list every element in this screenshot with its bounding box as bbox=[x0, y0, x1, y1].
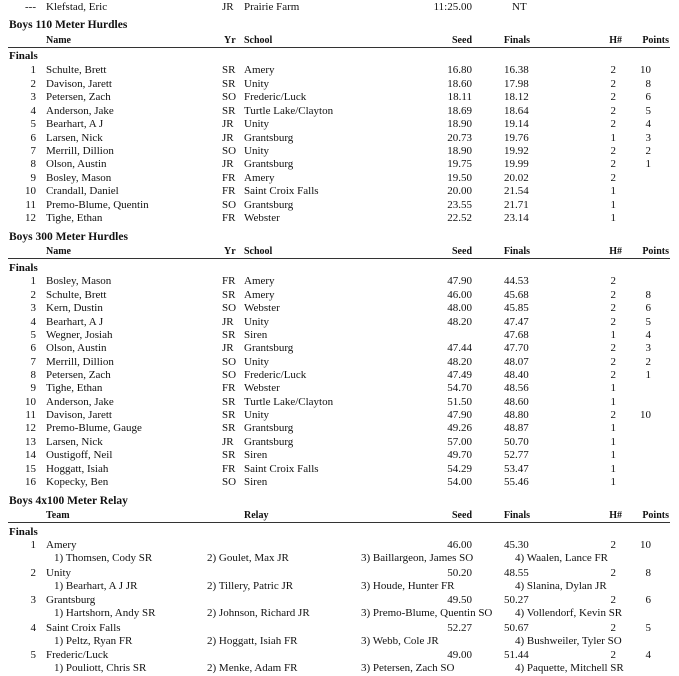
relay-leg: 2) Goulet, Max JR bbox=[207, 552, 289, 564]
finals-time: 48.40 bbox=[504, 369, 529, 381]
column-header-seed: Seed bbox=[452, 35, 472, 46]
grade-year: JR bbox=[222, 158, 234, 170]
points: 10 bbox=[640, 539, 651, 551]
points: 5 bbox=[645, 105, 651, 117]
place: 5 bbox=[30, 329, 36, 341]
column-header-points: Points bbox=[642, 35, 669, 46]
finals-time: 48.87 bbox=[504, 422, 529, 434]
seed-time: 50.20 bbox=[447, 567, 472, 579]
school-name: Frederic/Luck bbox=[244, 91, 307, 103]
grade-year: FR bbox=[222, 463, 236, 475]
relay-leg: 1) Hartshorn, Andy SR bbox=[54, 607, 156, 619]
heat-number: 2 bbox=[610, 118, 616, 130]
athlete-name: Olson, Austin bbox=[46, 158, 107, 170]
heat-number: 1 bbox=[610, 436, 616, 448]
points: 3 bbox=[645, 342, 651, 354]
points: 10 bbox=[640, 409, 651, 421]
points: 6 bbox=[645, 302, 651, 314]
seed-time: 49.70 bbox=[447, 449, 472, 461]
heat-number: 1 bbox=[610, 382, 616, 394]
team-name: Grantsburg bbox=[46, 594, 96, 606]
place: 11 bbox=[25, 409, 36, 421]
seed-time: 47.44 bbox=[447, 342, 472, 354]
points: 3 bbox=[645, 132, 651, 144]
athlete-name: Davison, Jarett bbox=[46, 78, 112, 90]
heat-number: 2 bbox=[610, 342, 616, 354]
divider bbox=[8, 522, 670, 523]
grade-year: JR bbox=[222, 342, 234, 354]
seed-time: 49.00 bbox=[447, 649, 472, 661]
athlete-name: Olson, Austin bbox=[46, 342, 107, 354]
athlete-name: Schulte, Brett bbox=[46, 64, 107, 76]
grade-year: SR bbox=[222, 396, 236, 408]
finals-time: 48.80 bbox=[504, 409, 529, 421]
column-header-seed: Seed bbox=[452, 246, 472, 257]
grade-year: SR bbox=[222, 329, 236, 341]
relay-leg: 4) Paquette, Mitchell SR bbox=[515, 662, 624, 674]
place: 1 bbox=[30, 64, 36, 76]
finals-time: 48.55 bbox=[504, 567, 529, 579]
finals-time: 18.64 bbox=[504, 105, 529, 117]
grade-year: SR bbox=[222, 449, 236, 461]
column-header-heat: H# bbox=[609, 35, 622, 46]
column-header-finals: Finals bbox=[503, 35, 530, 46]
event-title: Boys 110 Meter Hurdles bbox=[9, 19, 128, 31]
column-header-heat: H# bbox=[609, 510, 622, 521]
school-name: Saint Croix Falls bbox=[244, 185, 319, 197]
heat-number: 2 bbox=[610, 539, 616, 551]
finals-time: 45.30 bbox=[504, 539, 529, 551]
athlete-name: Tighe, Ethan bbox=[46, 212, 103, 224]
relay-leg: 3) Houde, Hunter FR bbox=[361, 580, 455, 592]
school-name: Grantsburg bbox=[244, 132, 294, 144]
grade-year: FR bbox=[222, 382, 236, 394]
relay-leg: 2) Hoggatt, Isiah FR bbox=[207, 635, 298, 647]
points: 8 bbox=[645, 567, 651, 579]
place: 16 bbox=[25, 476, 36, 488]
school-name: Webster bbox=[244, 212, 280, 224]
school-name: Grantsburg bbox=[244, 342, 294, 354]
heat-number: 2 bbox=[610, 316, 616, 328]
points: 10 bbox=[640, 64, 651, 76]
points: 1 bbox=[645, 158, 651, 170]
seed-time: 48.20 bbox=[447, 356, 472, 368]
school-name: Saint Croix Falls bbox=[244, 463, 319, 475]
athlete-name: Bosley, Mason bbox=[46, 275, 112, 287]
school-name: Turtle Lake/Clayton bbox=[244, 396, 334, 408]
finals-time: 50.70 bbox=[504, 436, 529, 448]
athlete-name: Petersen, Zach bbox=[46, 369, 111, 381]
points: 4 bbox=[645, 649, 651, 661]
heat-number: 2 bbox=[610, 289, 616, 301]
finals-time: 19.76 bbox=[504, 132, 529, 144]
column-header-relay: Relay bbox=[244, 510, 269, 521]
grade-year: SO bbox=[222, 369, 237, 381]
place: 4 bbox=[30, 316, 36, 328]
place: 1 bbox=[30, 275, 36, 287]
points: 8 bbox=[645, 78, 651, 90]
athlete-name: Bearhart, A J bbox=[46, 316, 104, 328]
finals-time: 48.60 bbox=[504, 396, 529, 408]
relay-leg: 2) Tillery, Patric JR bbox=[207, 580, 294, 592]
seed-time: 46.00 bbox=[447, 289, 472, 301]
finals-time: 44.53 bbox=[504, 275, 529, 287]
seed-time: 47.49 bbox=[447, 369, 472, 381]
school-name: Unity bbox=[244, 409, 270, 421]
finals-time: 47.70 bbox=[504, 342, 529, 354]
heat-number: 2 bbox=[610, 78, 616, 90]
seed-time: 54.00 bbox=[447, 476, 472, 488]
column-header-points: Points bbox=[642, 510, 669, 521]
seed-time: 18.60 bbox=[447, 78, 472, 90]
place: 4 bbox=[30, 105, 36, 117]
relay-leg: 1) Pouliott, Chris SR bbox=[54, 662, 147, 674]
place: 9 bbox=[30, 172, 36, 184]
athlete-name: Bosley, Mason bbox=[46, 172, 112, 184]
place: 7 bbox=[30, 145, 36, 157]
finals-time: NT bbox=[512, 1, 527, 13]
section-label-finals: Finals bbox=[9, 526, 38, 538]
finals-time: 48.07 bbox=[504, 356, 529, 368]
heat-number: 2 bbox=[610, 369, 616, 381]
grade-year: JR bbox=[222, 118, 234, 130]
relay-leg: 4) Slanina, Dylan JR bbox=[515, 580, 607, 592]
finals-time: 47.47 bbox=[504, 316, 529, 328]
team-name: Frederic/Luck bbox=[46, 649, 109, 661]
column-header-finals: Finals bbox=[503, 246, 530, 257]
place: 13 bbox=[25, 436, 36, 448]
school-name: Siren bbox=[244, 329, 268, 341]
school-name: Prairie Farm bbox=[244, 1, 300, 13]
heat-number: 2 bbox=[610, 356, 616, 368]
heat-number: 2 bbox=[610, 409, 616, 421]
finals-time: 20.02 bbox=[504, 172, 529, 184]
finals-time: 18.12 bbox=[504, 91, 529, 103]
grade-year: SO bbox=[222, 199, 237, 211]
place: 5 bbox=[30, 649, 36, 661]
column-header-seed: Seed bbox=[452, 510, 472, 521]
athlete-name: Petersen, Zach bbox=[46, 91, 111, 103]
relay-leg: 1) Peltz, Ryan FR bbox=[54, 635, 133, 647]
points: 4 bbox=[645, 118, 651, 130]
heat-number: 1 bbox=[610, 185, 616, 197]
finals-time: 55.46 bbox=[504, 476, 529, 488]
grade-year: JR bbox=[222, 132, 234, 144]
place: 4 bbox=[30, 622, 36, 634]
grade-year: JR bbox=[222, 436, 234, 448]
school-name: Grantsburg bbox=[244, 158, 294, 170]
grade-year: FR bbox=[222, 172, 236, 184]
athlete-name: Klefstad, Eric bbox=[46, 1, 108, 13]
heat-number: 2 bbox=[610, 158, 616, 170]
column-header-points: Points bbox=[642, 246, 669, 257]
school-name: Siren bbox=[244, 449, 268, 461]
place: 6 bbox=[30, 342, 36, 354]
finals-time: 19.92 bbox=[504, 145, 529, 157]
place: 12 bbox=[25, 212, 36, 224]
points: 5 bbox=[645, 316, 651, 328]
finals-time: 21.54 bbox=[504, 185, 529, 197]
place: 8 bbox=[30, 369, 36, 381]
grade-year: SR bbox=[222, 105, 236, 117]
school-name: Unity bbox=[244, 145, 270, 157]
heat-number: 2 bbox=[610, 105, 616, 117]
seed-time: 47.90 bbox=[447, 409, 472, 421]
column-header-team: Team bbox=[46, 510, 70, 521]
seed-time: 20.73 bbox=[447, 132, 472, 144]
seed-time: 22.52 bbox=[447, 212, 472, 224]
grade-year: SO bbox=[222, 145, 237, 157]
seed-time: 18.11 bbox=[447, 91, 472, 103]
grade-year: FR bbox=[222, 275, 236, 287]
heat-number: 2 bbox=[610, 64, 616, 76]
finals-time: 21.71 bbox=[504, 199, 529, 211]
athlete-name: Larsen, Nick bbox=[46, 132, 103, 144]
seed-time: 57.00 bbox=[447, 436, 472, 448]
heat-number: 1 bbox=[610, 422, 616, 434]
heat-number: 2 bbox=[610, 275, 616, 287]
finals-time: 51.44 bbox=[504, 649, 529, 661]
school-name: Amery bbox=[244, 172, 275, 184]
divider bbox=[8, 47, 670, 48]
place: 3 bbox=[30, 91, 36, 103]
place: 7 bbox=[30, 356, 36, 368]
grade-year: SR bbox=[222, 422, 236, 434]
finals-time: 53.47 bbox=[504, 463, 529, 475]
place: 1 bbox=[30, 539, 36, 551]
heat-number: 2 bbox=[610, 302, 616, 314]
seed-time: 48.20 bbox=[447, 316, 472, 328]
column-header-heat: H# bbox=[609, 246, 622, 257]
school-name: Grantsburg bbox=[244, 199, 294, 211]
heat-number: 1 bbox=[610, 396, 616, 408]
finals-time: 45.85 bbox=[504, 302, 529, 314]
athlete-name: Premo-Blume, Gauge bbox=[46, 422, 142, 434]
seed-time: 19.50 bbox=[447, 172, 472, 184]
heat-number: 2 bbox=[610, 172, 616, 184]
school-name: Unity bbox=[244, 78, 270, 90]
divider bbox=[8, 258, 670, 259]
finals-time: 45.68 bbox=[504, 289, 529, 301]
points: 4 bbox=[645, 329, 651, 341]
finals-time: 48.56 bbox=[504, 382, 529, 394]
seed-time: 18.90 bbox=[447, 118, 472, 130]
heat-number: 2 bbox=[610, 567, 616, 579]
seed-time: 47.90 bbox=[447, 275, 472, 287]
seed-time: 54.70 bbox=[447, 382, 472, 394]
grade-year: SO bbox=[222, 91, 237, 103]
points: 1 bbox=[645, 369, 651, 381]
athlete-name: Anderson, Jake bbox=[46, 105, 114, 117]
school-name: Grantsburg bbox=[244, 436, 294, 448]
seed-time: 11:25.00 bbox=[433, 1, 472, 13]
place: 15 bbox=[25, 463, 36, 475]
athlete-name: Larsen, Nick bbox=[46, 436, 103, 448]
seed-time: 54.29 bbox=[447, 463, 472, 475]
heat-number: 2 bbox=[610, 649, 616, 661]
grade-year: SO bbox=[222, 356, 237, 368]
column-header-school: School bbox=[244, 35, 273, 46]
finals-time: 16.38 bbox=[504, 64, 529, 76]
heat-number: 1 bbox=[610, 199, 616, 211]
grade-year: SR bbox=[222, 289, 236, 301]
seed-time: 23.55 bbox=[447, 199, 472, 211]
heat-number: 1 bbox=[610, 476, 616, 488]
place: 2 bbox=[30, 289, 36, 301]
grade-year: SO bbox=[222, 302, 237, 314]
athlete-name: Crandall, Daniel bbox=[46, 185, 119, 197]
relay-leg: 3) Baillargeon, James SO bbox=[361, 552, 474, 564]
athlete-name: Wegner, Josiah bbox=[46, 329, 113, 341]
column-header-yr: Yr bbox=[224, 246, 236, 257]
seed-time: 20.00 bbox=[447, 185, 472, 197]
heat-number: 1 bbox=[610, 212, 616, 224]
finals-time: 19.14 bbox=[504, 118, 529, 130]
heat-number: 2 bbox=[610, 145, 616, 157]
column-header-name: Name bbox=[46, 246, 71, 257]
points: 6 bbox=[645, 594, 651, 606]
place: 3 bbox=[30, 594, 36, 606]
seed-time: 16.80 bbox=[447, 64, 472, 76]
points: 2 bbox=[645, 356, 651, 368]
grade-year: JR bbox=[222, 316, 234, 328]
finals-time: 47.68 bbox=[504, 329, 529, 341]
seed-time: 52.27 bbox=[447, 622, 472, 634]
section-label-finals: Finals bbox=[9, 262, 38, 274]
column-header-yr: Yr bbox=[224, 35, 236, 46]
seed-time: 18.69 bbox=[447, 105, 472, 117]
athlete-name: Kern, Dustin bbox=[46, 302, 103, 314]
athlete-name: Hoggatt, Isiah bbox=[46, 463, 109, 475]
school-name: Unity bbox=[244, 118, 270, 130]
place: 2 bbox=[30, 567, 36, 579]
finals-time: 19.99 bbox=[504, 158, 529, 170]
seed-time: 18.90 bbox=[447, 145, 472, 157]
heat-number: 2 bbox=[610, 91, 616, 103]
grade-year: SR bbox=[222, 78, 236, 90]
athlete-name: Davison, Jarett bbox=[46, 409, 112, 421]
school-name: Frederic/Luck bbox=[244, 369, 307, 381]
grade-year: SR bbox=[222, 64, 236, 76]
relay-leg: 3) Petersen, Zach SO bbox=[361, 662, 455, 674]
heat-number: 1 bbox=[610, 449, 616, 461]
section-label-finals: Finals bbox=[9, 50, 38, 62]
athlete-name: Merrill, Dillion bbox=[46, 356, 114, 368]
heat-number: 2 bbox=[610, 622, 616, 634]
place: 11 bbox=[25, 199, 36, 211]
team-name: Unity bbox=[46, 567, 72, 579]
place: 12 bbox=[25, 422, 36, 434]
school-name: Siren bbox=[244, 476, 268, 488]
place: 9 bbox=[30, 382, 36, 394]
athlete-name: Tighe, Ethan bbox=[46, 382, 103, 394]
place: 10 bbox=[25, 396, 36, 408]
finals-time: 50.27 bbox=[504, 594, 529, 606]
place: --- bbox=[25, 1, 36, 13]
heat-number: 1 bbox=[610, 329, 616, 341]
seed-time: 48.00 bbox=[447, 302, 472, 314]
heat-number: 1 bbox=[610, 463, 616, 475]
relay-leg: 3) Premo-Blume, Quentin SO bbox=[361, 607, 493, 619]
place: 2 bbox=[30, 78, 36, 90]
heat-number: 1 bbox=[610, 132, 616, 144]
place: 3 bbox=[30, 302, 36, 314]
points: 6 bbox=[645, 91, 651, 103]
school-name: Turtle Lake/Clayton bbox=[244, 105, 334, 117]
grade-year: FR bbox=[222, 212, 236, 224]
heat-number: 2 bbox=[610, 594, 616, 606]
points: 2 bbox=[645, 145, 651, 157]
place: 8 bbox=[30, 158, 36, 170]
relay-leg: 2) Menke, Adam FR bbox=[207, 662, 298, 674]
event-title: Boys 4x100 Meter Relay bbox=[9, 495, 128, 507]
column-header-name: Name bbox=[46, 35, 71, 46]
finals-time: 50.67 bbox=[504, 622, 529, 634]
school-name: Webster bbox=[244, 382, 280, 394]
relay-leg: 2) Johnson, Richard JR bbox=[207, 607, 310, 619]
seed-time: 49.26 bbox=[447, 422, 472, 434]
athlete-name: Premo-Blume, Quentin bbox=[46, 199, 149, 211]
school-name: Unity bbox=[244, 356, 270, 368]
place: 5 bbox=[30, 118, 36, 130]
column-header-school: School bbox=[244, 246, 273, 257]
relay-leg: 3) Webb, Cole JR bbox=[361, 635, 439, 647]
relay-leg: 1) Bearhart, A J JR bbox=[54, 580, 138, 592]
place: 10 bbox=[25, 185, 36, 197]
athlete-name: Schulte, Brett bbox=[46, 289, 107, 301]
school-name: Amery bbox=[244, 64, 275, 76]
athlete-name: Anderson, Jake bbox=[46, 396, 114, 408]
seed-time: 49.50 bbox=[447, 594, 472, 606]
athlete-name: Kopecky, Ben bbox=[46, 476, 109, 488]
relay-leg: 4) Waalen, Lance FR bbox=[515, 552, 608, 564]
school-name: Amery bbox=[244, 289, 275, 301]
finals-time: 17.98 bbox=[504, 78, 529, 90]
school-name: Grantsburg bbox=[244, 422, 294, 434]
seed-time: 46.00 bbox=[447, 539, 472, 551]
event-title: Boys 300 Meter Hurdles bbox=[9, 231, 128, 243]
team-name: Amery bbox=[46, 539, 77, 551]
points: 8 bbox=[645, 289, 651, 301]
athlete-name: Oustigoff, Neil bbox=[46, 449, 113, 461]
grade-year: FR bbox=[222, 185, 236, 197]
place: 6 bbox=[30, 132, 36, 144]
relay-leg: 4) Bushweiler, Tyler SO bbox=[515, 635, 622, 647]
relay-leg: 4) Vollendorf, Kevin SR bbox=[515, 607, 623, 619]
place: 14 bbox=[25, 449, 36, 461]
seed-time: 19.75 bbox=[447, 158, 472, 170]
grade-year: SO bbox=[222, 476, 237, 488]
grade-year: JR bbox=[222, 1, 234, 13]
team-name: Saint Croix Falls bbox=[46, 622, 121, 634]
athlete-name: Merrill, Dillion bbox=[46, 145, 114, 157]
athlete-name: Bearhart, A J bbox=[46, 118, 104, 130]
column-header-finals: Finals bbox=[503, 510, 530, 521]
finals-time: 52.77 bbox=[504, 449, 529, 461]
school-name: Amery bbox=[244, 275, 275, 287]
finals-time: 23.14 bbox=[504, 212, 529, 224]
points: 5 bbox=[645, 622, 651, 634]
school-name: Unity bbox=[244, 316, 270, 328]
seed-time: 51.50 bbox=[447, 396, 472, 408]
grade-year: SR bbox=[222, 409, 236, 421]
school-name: Webster bbox=[244, 302, 280, 314]
relay-leg: 1) Thomsen, Cody SR bbox=[54, 552, 153, 564]
